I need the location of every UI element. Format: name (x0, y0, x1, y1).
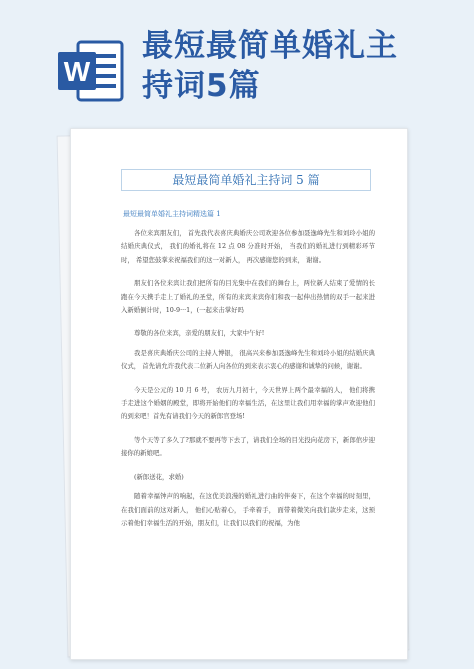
page-title-line-2: 持词5篇 (142, 68, 261, 104)
document-subtitle: 最短最简单婚礼主持词精选篇 1 (123, 210, 221, 218)
document-title: 最短最简单婚礼主持词 5 篇 (121, 169, 371, 191)
paragraph: 尊敬的各位来宾，亲爱的朋友们，大家中午好! (134, 329, 265, 338)
page-title-line-1: 最短最简单婚礼主 (142, 28, 398, 64)
document-page (70, 128, 408, 660)
word-icon-letter: W (63, 56, 91, 87)
word-app-icon (56, 38, 126, 104)
paragraph: 朋友们各位来宾让我们把所有的目光集中在我们的舞台上，两位新人结束了爱情的长跑在今天携手走上了婚礼的圣堂，所有的来宾来宾你们和我一起伸出热情的双手一起来进入新婚倒计时，10-9···1，(一起来击掌好吗 (121, 279, 375, 315)
paragraph: 我是喜庆典婚庆公司的主持人博银， 很高兴来参加聂逸峰先生和刘玲小姐的结婚庆典仪式， 首先请允许我代表二位新人向各位的到来表示衷心的感谢和诚挚的问候，谢谢。 (121, 348, 375, 371)
paragraph: 等个天等了多久了?那就不要再等下去了，请我们全场的目光投向花房下，新郎倌步迎接你的新娘吧。 (121, 435, 375, 458)
document-body (121, 227, 375, 540)
paragraph: 各位来宾朋友们， 首先我代表喜庆典婚庆公司欢迎各位参加聂逸峰先生和刘玲小姐的结婚庆典仪式， 我们的婚礼将在 12 点 08 分准时开始， 当我们的婚礼进行到精彩环节时， 希望您鼓掌来祝福我们的这一对新人， 再次感谢您的到来， 谢谢。 (121, 229, 375, 264)
page-title (142, 26, 462, 106)
paragraph: 今天是公元的 10 月 6 号， 农历九月初十，今天世界上两个最幸福的人， 他们将携手走进这个婚姻的殿堂，即将开始他们的幸福生活，在这里让我们用幸福的掌声欢迎他们的到来吧！首先有请我们今天的新郎官登场! (121, 385, 375, 421)
paragraph: 随着幸福钟声的响起，在这优美浪漫的婚礼进行曲的伴奏下，在这个幸福的时刻里，在我们面前的这对新人， 他们心贴着心， 手牵着手， 面带着微笑向我们款步走来，这预示着他们幸福生活的开始，朋友们，让我们以我们的祝福，为他 (121, 492, 375, 527)
paragraph: (新郎送花，求婚) (134, 472, 184, 481)
